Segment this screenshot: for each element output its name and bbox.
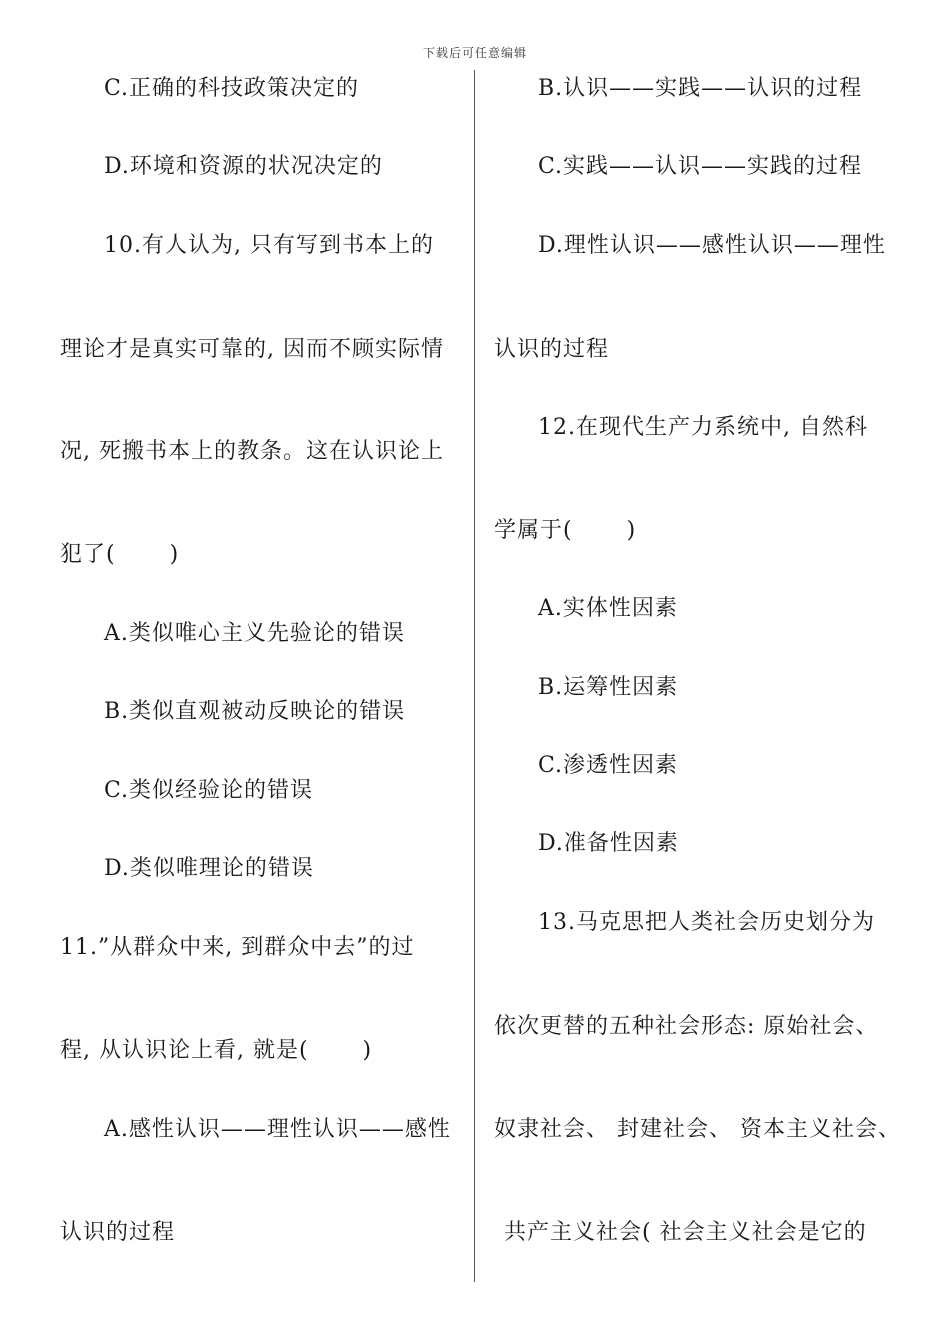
- left-line-3: 10.有人认为, 只有写到书本上的: [104, 233, 434, 258]
- right-line-3: D.理性认识——感性认识——理性: [538, 233, 886, 258]
- right-line-6: 学属于( ): [494, 518, 637, 543]
- right-line-4: 认识的过程: [494, 337, 610, 362]
- left-line-9: C.类似经验论的错误: [104, 778, 314, 803]
- left-line-6: 犯了( ): [60, 542, 180, 567]
- left-line-14: 认识的过程: [60, 1220, 176, 1245]
- right-line-8: B.运筹性因素: [538, 675, 679, 700]
- right-line-2: C.实践——认识——实践的过程: [538, 154, 863, 179]
- left-line-8: B.类似直观被动反映论的错误: [104, 699, 406, 724]
- right-line-7: A.实体性因素: [538, 596, 678, 621]
- left-line-5: 况, 死搬书本上的教条。这在认识论上: [60, 439, 444, 464]
- left-line-2: D.环境和资源的状况决定的: [104, 154, 383, 179]
- left-line-10: D.类似唯理论的错误: [104, 856, 314, 881]
- left-line-12: 程, 从认识论上看, 就是( ): [60, 1038, 373, 1063]
- left-line-7: A.类似唯心主义先验论的错误: [104, 621, 405, 646]
- column-divider: [474, 70, 475, 1282]
- left-line-1: C.正确的科技政策决定的: [104, 76, 360, 101]
- right-line-13: 奴隶社会、 封建社会、 资本主义社会、: [494, 1117, 901, 1142]
- right-line-5: 12.在现代生产力系统中, 自然科: [538, 415, 868, 440]
- right-line-12: 依次更替的五种社会形态: 原始社会、: [494, 1014, 879, 1039]
- right-line-9: C.渗透性因素: [538, 753, 679, 778]
- left-line-11: 11.”从群众中来, 到群众中去”的过: [60, 935, 415, 960]
- right-line-14: 共产主义社会( 社会主义社会是它的: [504, 1220, 867, 1245]
- left-line-4: 理论才是真实可靠的, 因而不顾实际情: [60, 337, 444, 362]
- page-header: 下载后可任意编辑: [422, 46, 527, 60]
- left-line-13: A.感性认识——理性认识——感性: [104, 1117, 451, 1142]
- right-line-10: D.准备性因素: [538, 831, 679, 856]
- right-line-11: 13.马克思把人类社会历史划分为: [538, 910, 875, 935]
- right-line-1: B.认识——实践——认识的过程: [538, 76, 863, 101]
